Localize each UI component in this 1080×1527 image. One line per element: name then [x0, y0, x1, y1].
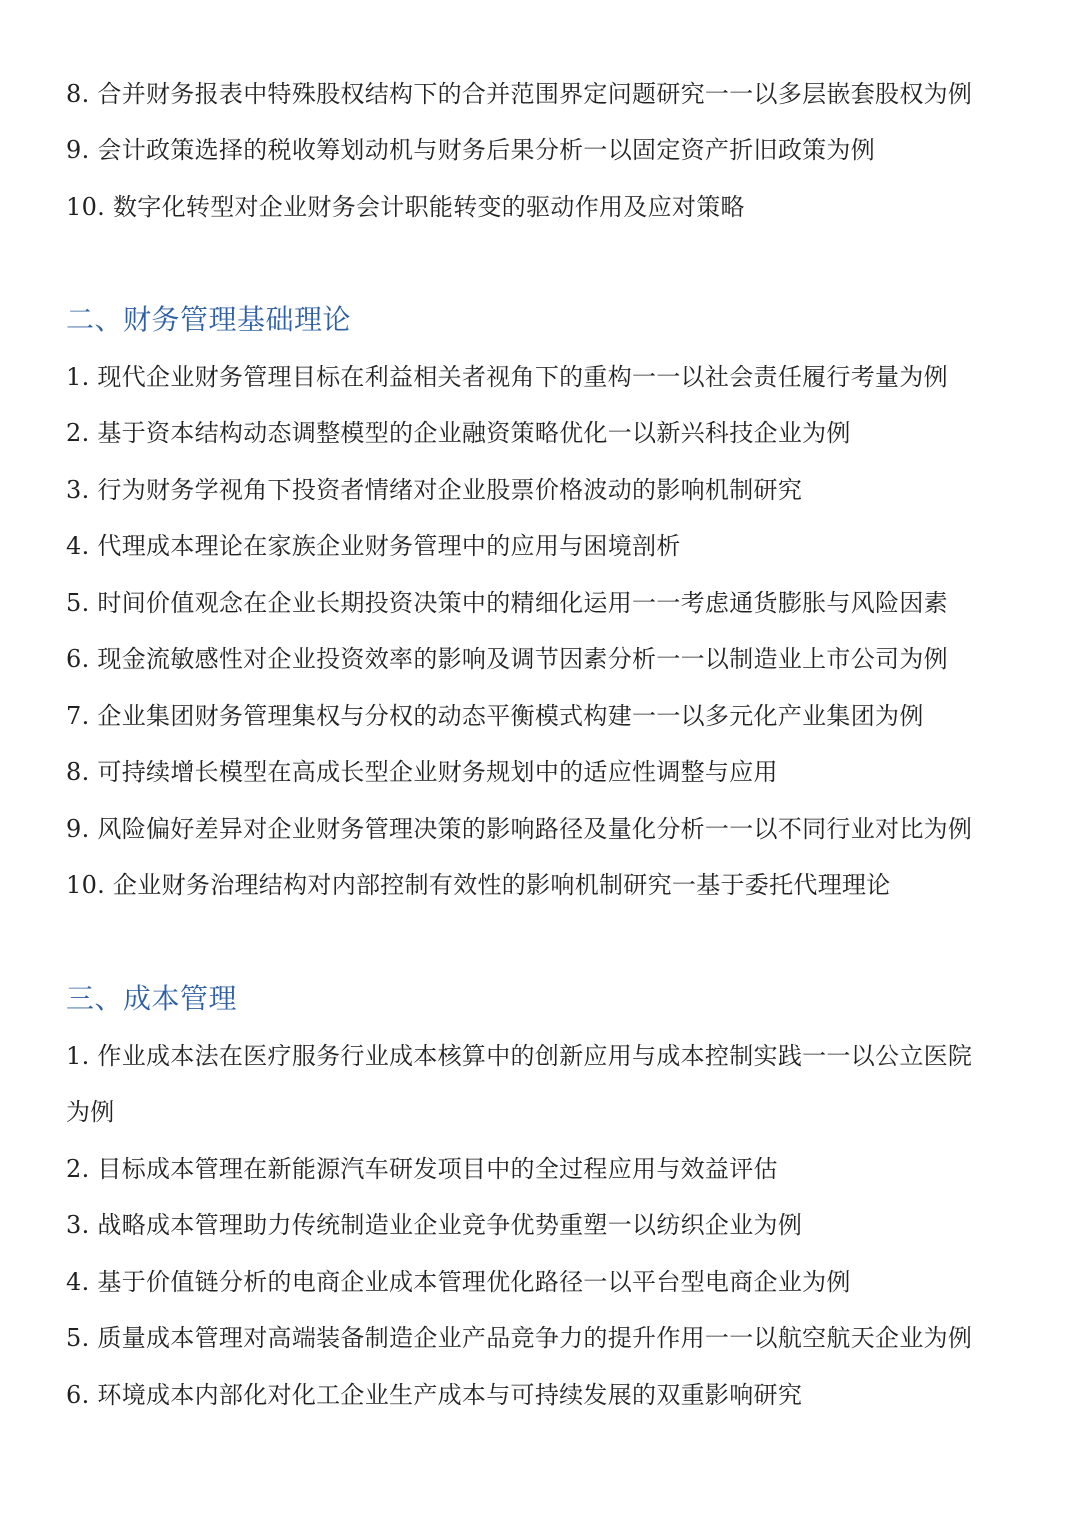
- list-item: 6. 环境成本内部化对化工企业生产成本与可持续发展的双重影响研究: [66, 1381, 803, 1409]
- list-item: 5. 时间价值观念在企业长期投资决策中的精细化运用一一考虑通货膨胀与风险因素: [66, 589, 948, 617]
- list-item: 4. 基于价值链分析的电商企业成本管理优化路径一以平台型电商企业为例: [66, 1268, 851, 1296]
- list-item: 7. 企业集团财务管理集权与分权的动态平衡模式构建一一以多元化产业集团为例: [66, 702, 924, 730]
- list-item: 2. 目标成本管理在新能源汽车研发项目中的全过程应用与效益评估: [66, 1155, 778, 1183]
- section-heading: 二、财务管理基础理论: [66, 303, 352, 336]
- list-item: 4. 代理成本理论在家族企业财务管理中的应用与困境剖析: [66, 532, 681, 560]
- list-item: 2. 基于资本结构动态调整模型的企业融资策略优化一以新兴科技企业为例: [66, 419, 851, 447]
- list-item: 3. 战略成本管理助力传统制造业企业竞争优势重塑一以纺织企业为例: [66, 1211, 803, 1239]
- list-item: 10. 数字化转型对企业财务会计职能转变的驱动作用及应对策略: [66, 193, 745, 221]
- list-item: 3. 行为财务学视角下投资者情绪对企业股票价格波动的影响机制研究: [66, 476, 803, 504]
- list-item: 10. 企业财务治理结构对内部控制有效性的影响机制研究一基于委托代理理论: [66, 871, 891, 899]
- list-item: 1. 作业成本法在医疗服务行业成本核算中的创新应用与成本控制实践一一以公立医院: [66, 1042, 973, 1070]
- list-item: 9. 会计政策选择的税收筹划动机与财务后果分析一以固定资产折旧政策为例: [66, 136, 876, 164]
- list-item-continuation: 为例: [66, 1098, 115, 1126]
- list-item: 8. 可持续增长模型在高成长型企业财务规划中的适应性调整与应用: [66, 758, 778, 786]
- list-item: 5. 质量成本管理对高端装备制造企业产品竞争力的提升作用一一以航空航天企业为例: [66, 1324, 973, 1352]
- list-item: 8. 合并财务报表中特殊股权结构下的合并范围界定问题研究一一以多层嵌套股权为例: [66, 80, 973, 108]
- list-item: 9. 风险偏好差异对企业财务管理决策的影响路径及量化分析一一以不同行业对比为例: [66, 815, 973, 843]
- section-heading: 三、成本管理: [66, 982, 238, 1015]
- list-item: 1. 现代企业财务管理目标在利益相关者视角下的重构一一以社会责任履行考量为例: [66, 363, 948, 391]
- list-item: 6. 现金流敏感性对企业投资效率的影响及调节因素分析一一以制造业上市公司为例: [66, 645, 948, 673]
